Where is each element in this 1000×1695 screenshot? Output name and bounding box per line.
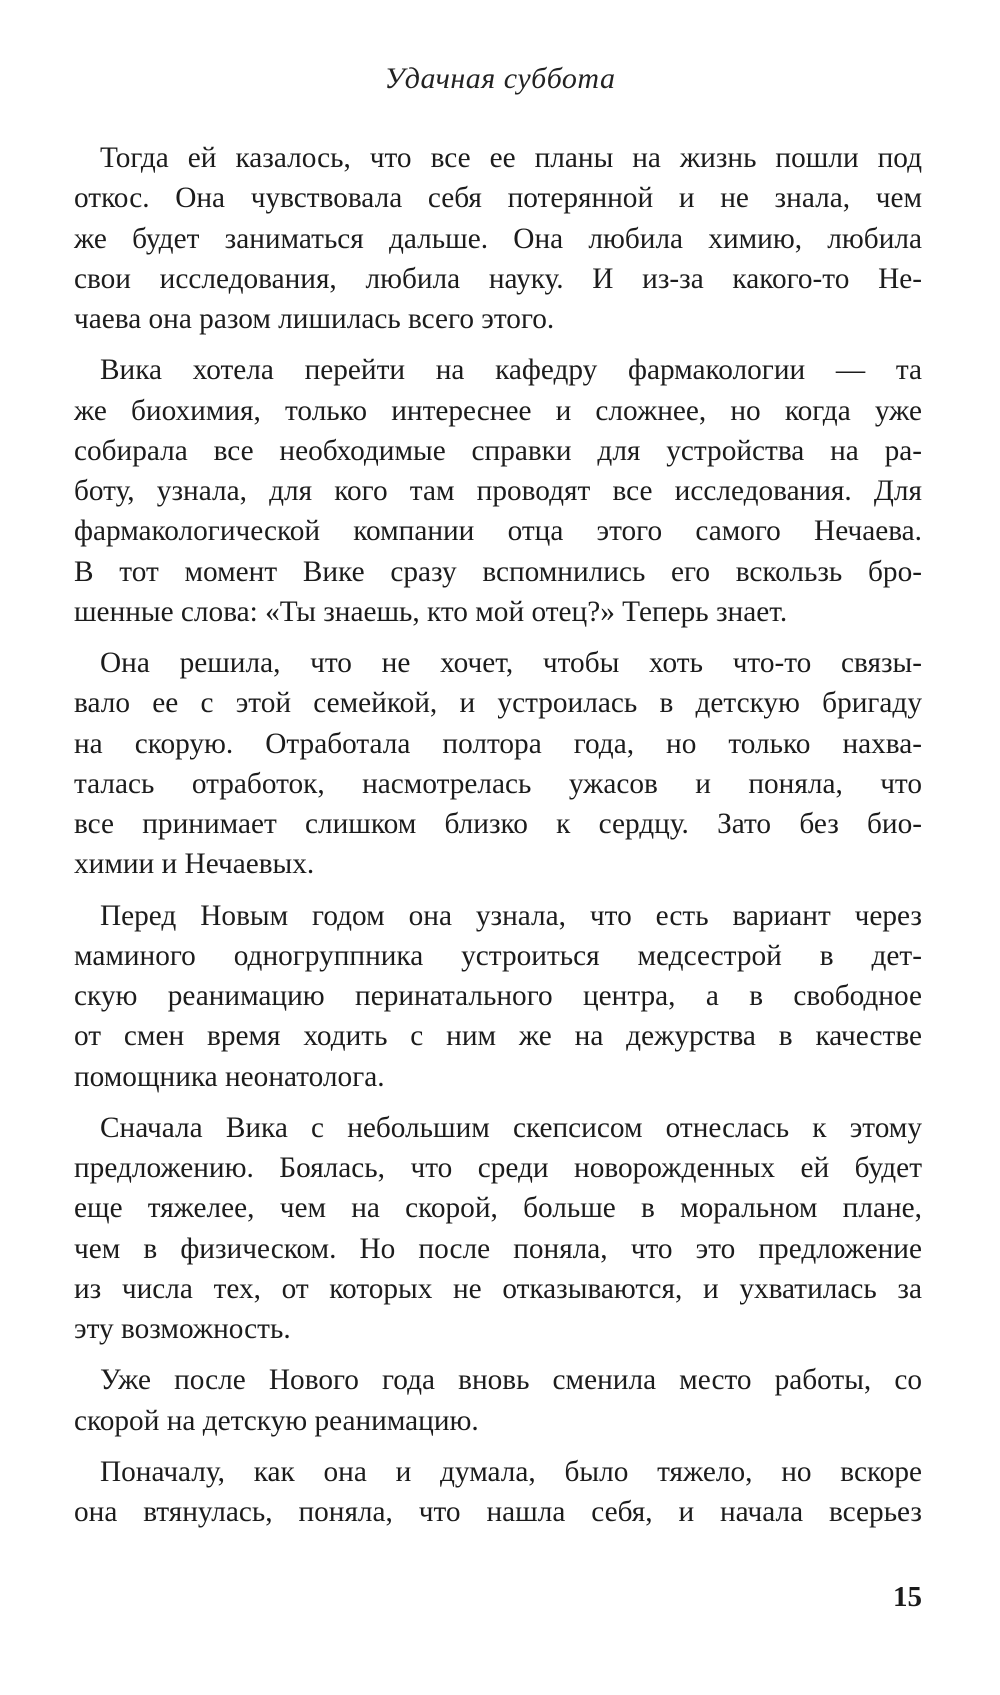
text-line: скорой на детскую реанимацию. bbox=[74, 1404, 479, 1437]
text-line: чем в физическом. Но после поняла, что это предложение bbox=[74, 1232, 922, 1265]
text-line: шенные слова: «Ты знаешь, кто мой отец?» Теперь знает. bbox=[74, 595, 788, 628]
paragraph bbox=[74, 896, 922, 1097]
paragraph bbox=[74, 1108, 922, 1350]
text-line: свои исследования, любила науку. И из-за какого-то Не- bbox=[74, 262, 922, 295]
paragraph bbox=[74, 1452, 922, 1533]
text-line: Поначалу, как она и думала, было тяжело, но вскоре bbox=[100, 1455, 922, 1488]
text-line: талась отработок, насмотрелась ужасов и поняла, что bbox=[74, 767, 922, 800]
text-line: же будет заниматься дальше. Она любила химию, любила bbox=[74, 222, 922, 255]
text-line: Она решила, что не хочет, чтобы хоть что-то связы- bbox=[100, 647, 922, 679]
text-line: же биохимия, только интереснее и сложнее, но когда уже bbox=[74, 394, 922, 427]
text-line: на скорую. Отработала полтора года, но только нахва- bbox=[74, 727, 922, 760]
body-text bbox=[74, 138, 922, 1543]
paragraph bbox=[74, 138, 922, 339]
text-line: она втянулась, поняла, что нашла себя, и начала всерьез bbox=[74, 1496, 922, 1528]
text-line: скую реанимацию перинатального центра, а в свободное bbox=[74, 980, 922, 1012]
text-line: боту, узнала, для кого там проводят все исследования. Для bbox=[74, 475, 922, 507]
text-line: из числа тех, от которых не отказываются, и ухватилась за bbox=[74, 1272, 922, 1305]
running-head: Удачная суббота bbox=[384, 62, 616, 95]
text-line: Тогда ей казалось, что все ее планы на жизнь пошли под bbox=[100, 142, 922, 174]
text-line: Вика хотела перейти на кафедру фармакологии — та bbox=[100, 354, 922, 387]
text-line: еще тяжелее, чем на скорой, больше в моральном плане, bbox=[74, 1192, 922, 1225]
page-number: 15 bbox=[893, 1581, 922, 1613]
text-line: от смен время ходить с ним же на дежурства в качестве bbox=[74, 1020, 922, 1053]
text-line: все принимает слишком близко к сердцу. Зато без био- bbox=[74, 808, 922, 840]
text-line: собирала все необходимые справки для устройства на ра- bbox=[74, 434, 922, 467]
text-line: химии и Нечаевых. bbox=[74, 848, 315, 881]
text-line: фармакологической компании отца этого самого Нечаева. bbox=[74, 515, 922, 548]
text-line: Уже после Нового года вновь сменила место работы, со bbox=[100, 1364, 922, 1397]
text-line: Перед Новым годом она узнала, что есть вариант через bbox=[100, 899, 922, 932]
text-line: чаева она разом лишилась всего этого. bbox=[74, 303, 555, 335]
paragraph bbox=[74, 1360, 922, 1441]
text-line: эту возможность. bbox=[74, 1313, 291, 1345]
text-line: помощника неонатолога. bbox=[74, 1060, 385, 1093]
text-line: В тот момент Вике сразу вспомнились его вскользь бро- bbox=[74, 555, 922, 588]
paragraph bbox=[74, 643, 922, 885]
text-line: вало ее с этой семейкой, и устроилась в детскую бригаду bbox=[74, 687, 922, 720]
paragraph bbox=[74, 350, 922, 632]
text-line: маминого одногруппника устроиться медсестрой в дет- bbox=[74, 939, 922, 972]
text-line: откос. Она чувствовала себя потерянной и не знала, чем bbox=[74, 182, 922, 215]
text-line: Сначала Вика с небольшим скепсисом отнеслась к этому bbox=[100, 1111, 922, 1144]
text-line: предложению. Боялась, что среди новорожденных ей будет bbox=[74, 1152, 922, 1184]
